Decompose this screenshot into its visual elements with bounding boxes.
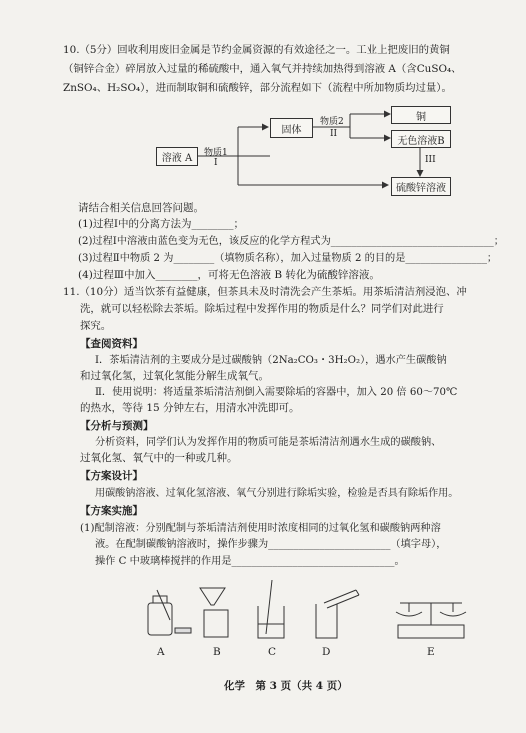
- q11-line-2: 洗，就可以轻松除去茶垢。除垢过程中发挥作用的物质是什么？同学们对此进行: [80, 303, 444, 315]
- q11-analysis-2: 过氧化氢、氧气中的一种或几种。: [80, 452, 238, 464]
- flow-box-zinc-sulfate: 硫酸锌溶液: [391, 177, 451, 196]
- q11-line-3: 探究。: [80, 320, 112, 332]
- q10-line-3: ZnSO₄、H₂SO₄），进而制取铜和硫酸锌，部分流程如下（流程中所加物质均过量）。: [63, 82, 452, 94]
- apparatus-a-reagent-bottle-icon: [148, 590, 191, 635]
- apparatus-b-funnel-icon: [200, 588, 228, 637]
- q11-ref-1a: Ⅰ．茶垢清洁剂的主要成分是过碳酸钠（2Na₂CO₃・3H₂O₂），遇水产生碳酸钠: [95, 355, 447, 366]
- q11-ref-2b: 的热水，等待 15 分钟左右，用清水冲洗即可。: [80, 402, 300, 414]
- q11-ref-title: 【查阅资料】: [80, 338, 143, 350]
- apparatus-d-measuring-cylinder-icon: [316, 590, 359, 638]
- q11-impl-3: 操作 C 中玻璃棒搅拌的作用是________________________________。: [95, 556, 405, 567]
- q11-impl-title: 【方案实施】: [80, 505, 143, 517]
- q11-ref-2a: Ⅱ．使用说明：将适量茶垢清洁剂倒入需要除垢的容器中，加入 20 倍 60～70℃: [95, 387, 458, 398]
- flow-label-substance2: 物质2: [320, 117, 344, 127]
- q10-sub-1: (1)过程Ⅰ中的分离方法为________；: [78, 218, 245, 230]
- page-footer: 化学 第 3 页（共 4 页）: [224, 680, 348, 692]
- q11-analysis-title: 【分析与预测】: [80, 420, 154, 432]
- flow-label-step3: III: [425, 155, 436, 165]
- flow-label-step2: II: [330, 129, 338, 139]
- q10-sub-3: (3)过程Ⅱ中物质 2 为________（填物质名称），加入过量物质 2 的目的是________________；: [78, 253, 498, 264]
- q11-impl-1: (1)配制溶液：分别配制与茶垢清洁剂使用时浓度相同的过氧化氢和碳酸钠两种溶: [80, 523, 441, 534]
- apparatus-label-d: D: [322, 646, 331, 658]
- q10-sub-4: (4)过程Ⅲ中加入________，可将无色溶液 B 转化为硫酸锌溶液。: [78, 269, 380, 281]
- q11-line-1: 11.（10分）适当饮茶有益健康，但茶具未及时清洗会产生茶垢。用茶垢清洁剂浸泡、冲: [63, 286, 467, 298]
- apparatus-label-a: A: [157, 646, 165, 658]
- q10-line-2: （铜锌合金）碎屑放入过量的稀硫酸中，通入氧气并持续加热得到溶液 A（含CuSO₄、: [63, 63, 462, 75]
- flow-box-copper: 铜: [391, 106, 451, 124]
- apparatus-c-beaker-rod-icon: [258, 580, 284, 638]
- q11-ref-1b: 和过氧化氢，过氧化氢能分解生成氧气。: [80, 370, 269, 382]
- apparatus-e-balance-icon: [396, 603, 466, 638]
- q11-analysis-1: 分析资料，同学们认为发挥作用的物质可能是茶垢清洁剂遇水生成的碳酸钠、: [95, 437, 442, 448]
- flow-box-solid: 固体: [270, 118, 313, 138]
- flow-box-colorless-b: 无色溶液B: [391, 130, 451, 148]
- flow-box-solution-a: 溶液 A: [156, 147, 198, 166]
- q10-sub-2: (2)过程Ⅰ中溶液由蓝色变为无色，该反应的化学方程式为________________________________；: [78, 236, 504, 247]
- q10-line-1: 10.（5分）回收利用废旧金属是节约金属资源的有效途径之一。工业上把废旧的黄铜: [63, 44, 450, 56]
- q11-plan-title: 【方案设计】: [80, 470, 143, 482]
- q10-intro: 请结合相关信息回答问题。: [78, 202, 204, 214]
- apparatus-label-b: B: [213, 646, 221, 658]
- apparatus-label-e: E: [427, 646, 435, 658]
- apparatus-label-c: C: [268, 646, 277, 658]
- flow-label-step1: I: [214, 158, 218, 168]
- q11-impl-2: 液。在配制碳酸钠溶液时，操作步骤为________________________（填字母），: [95, 539, 447, 550]
- flow-label-substance1: 物质1: [204, 148, 228, 158]
- q11-plan-1: 用碳酸钠溶液、过氧化氢溶液、氧气分别进行除垢实验，检验是否具有除垢作用。: [95, 488, 459, 499]
